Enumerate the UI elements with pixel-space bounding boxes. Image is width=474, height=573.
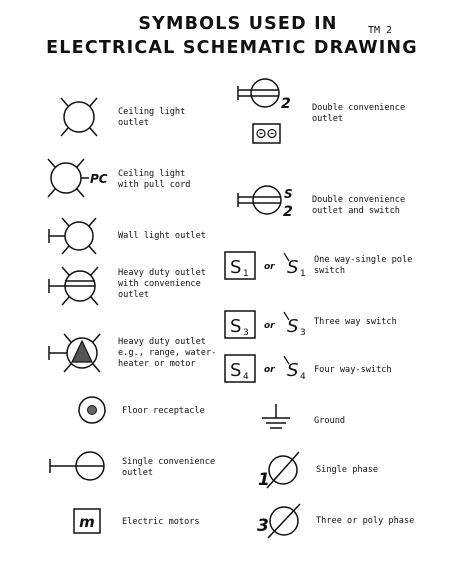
poly-phase-icon bbox=[268, 504, 300, 538]
single-phase-label: Single phase bbox=[316, 465, 379, 475]
four-way-switch-icon bbox=[225, 355, 255, 382]
ceiling-light-pull-label-2: with pull cord bbox=[118, 180, 191, 190]
one-way-label-2: switch bbox=[314, 266, 346, 276]
ceiling-light-outlet-label-1: Ceiling light bbox=[118, 107, 186, 117]
poly-phase-label: Three or poly phase bbox=[316, 516, 415, 526]
double-conv-label-2: outlet bbox=[312, 114, 344, 124]
three-way-switch-alt-icon bbox=[284, 312, 306, 338]
three-way-label: Three way switch bbox=[314, 317, 397, 327]
switch-3-letter: S bbox=[230, 316, 242, 337]
ground-icon bbox=[262, 404, 290, 428]
page-title-line-1: SYMBOLS USED IN bbox=[138, 14, 338, 34]
motor-mark: m bbox=[79, 513, 95, 531]
one-way-label-1: One way-single pole bbox=[314, 255, 413, 265]
switch-1-alt-sub: 1 bbox=[300, 269, 306, 279]
single-convenience-outlet-icon bbox=[50, 452, 104, 480]
double-convenience-outlet-icon bbox=[238, 79, 279, 107]
sheet-tag: TM 2 bbox=[368, 25, 393, 36]
ceiling-light-pull-cord-icon bbox=[48, 159, 89, 197]
switch-3-sub: 3 bbox=[243, 328, 249, 338]
ceiling-light-outlet-label-2: outlet bbox=[118, 118, 150, 128]
switch-4-or: or bbox=[264, 365, 275, 375]
ceiling-light-pull-label-1: Ceiling light bbox=[118, 169, 186, 179]
single-conv-label-1: Single convenience bbox=[122, 457, 216, 467]
wall-light-outlet-label: Wall light outlet bbox=[118, 231, 206, 241]
switch-4-alt-sub: 4 bbox=[300, 372, 306, 382]
pull-cord-mark: PC bbox=[90, 172, 108, 186]
floor-receptacle-icon bbox=[79, 397, 105, 423]
three-way-switch-icon bbox=[225, 311, 255, 338]
duplex-receptacle-icon bbox=[253, 124, 280, 143]
heavy-duty-convenience-outlet-icon bbox=[49, 267, 98, 305]
switch-1-alt-letter: S bbox=[287, 257, 299, 278]
heavy-conv-label-3: outlet bbox=[118, 290, 150, 300]
switch-3-or: or bbox=[264, 321, 275, 331]
four-way-label: Four way-switch bbox=[314, 365, 392, 375]
heavy-conv-label-2: with convenience bbox=[118, 279, 201, 289]
electric-motor-icon bbox=[74, 509, 100, 533]
page-title-line-2: ELECTRICAL SCHEMATIC DRAWING bbox=[46, 38, 418, 58]
double-conv-switch-mark-bottom: 2 bbox=[283, 204, 293, 220]
switch-1-letter: S bbox=[230, 257, 242, 278]
double-convenience-switch-icon bbox=[238, 186, 281, 214]
wall-light-outlet-icon bbox=[49, 218, 96, 254]
electric-motors-label: Electric motors bbox=[122, 517, 200, 527]
switch-3-alt-sub: 3 bbox=[300, 328, 306, 338]
switch-4-sub: 4 bbox=[243, 372, 249, 382]
switch-4-alt-letter: S bbox=[287, 360, 299, 381]
heavy-conv-label-1: Heavy duty outlet bbox=[118, 268, 206, 278]
switch-1-sub: 1 bbox=[243, 269, 249, 279]
single-phase-icon bbox=[267, 452, 299, 488]
switch-1-or: or bbox=[264, 262, 275, 272]
floor-receptacle-label: Floor receptacle bbox=[122, 406, 205, 416]
double-conv-label-1: Double convenience bbox=[312, 103, 406, 113]
single-pole-switch-alt-icon bbox=[284, 253, 306, 279]
poly-phase-mark: 3 bbox=[257, 516, 269, 536]
heavy-range-label-2: e.g., range, water- bbox=[118, 348, 217, 358]
double-conv-switch-label-1: Double convenience bbox=[312, 195, 406, 205]
heavy-range-label-3: heater or motor bbox=[118, 359, 196, 369]
double-conv-switch-mark-top: S bbox=[284, 187, 293, 201]
single-phase-mark: 1 bbox=[258, 470, 270, 490]
heavy-duty-outlet-icon bbox=[49, 334, 100, 372]
double-conv-mark: 2 bbox=[281, 96, 291, 112]
switch-4-letter: S bbox=[230, 360, 242, 381]
four-way-switch-alt-icon bbox=[284, 356, 306, 382]
heavy-range-label-1: Heavy duty outlet bbox=[118, 337, 206, 347]
switch-3-alt-letter: S bbox=[287, 316, 299, 337]
ground-label: Ground bbox=[314, 416, 346, 426]
single-conv-label-2: outlet bbox=[122, 468, 154, 478]
double-conv-switch-label-2: outlet and switch bbox=[312, 206, 400, 216]
ceiling-light-outlet-icon bbox=[61, 98, 97, 136]
single-pole-switch-icon bbox=[225, 252, 255, 279]
